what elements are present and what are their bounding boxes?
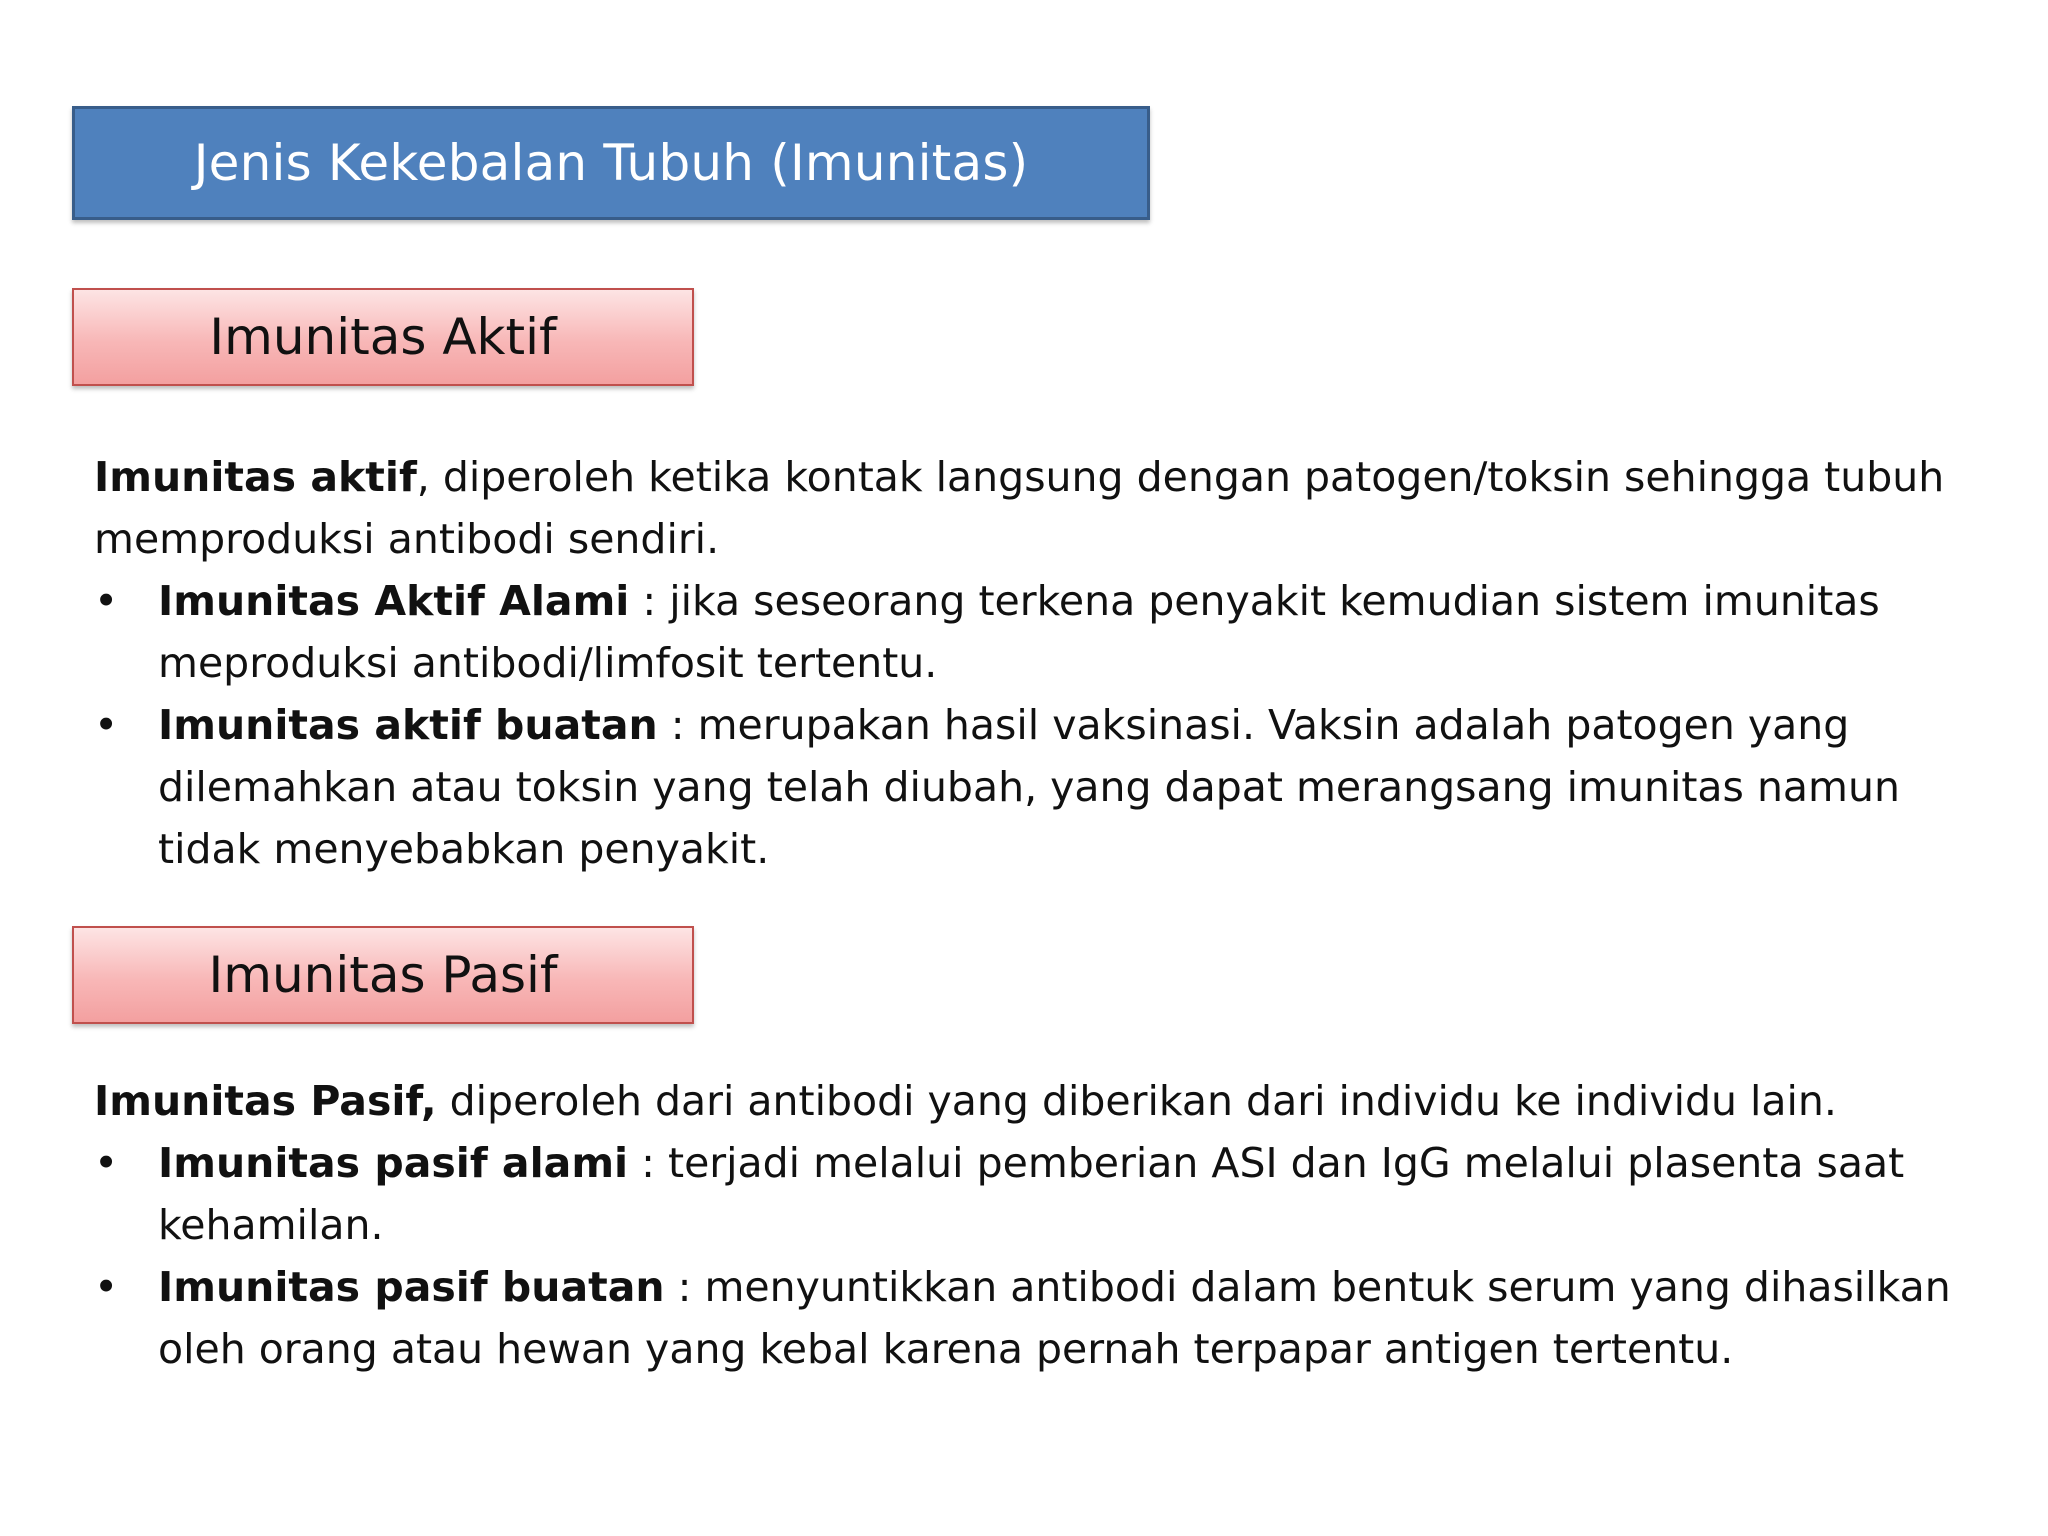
list-item <box>94 1256 1994 1380</box>
bullet-text: : menyuntikkan antibodi dalam bentuk serum yang dihasilkan oleh orang atau hewan yang kebal karena pernah terpapar antigen tertentu. <box>158 1263 1951 1373</box>
list-item <box>94 694 1994 880</box>
section-heading-aktif: Imunitas Aktif <box>209 308 557 366</box>
section-heading-box-pasif <box>72 926 694 1024</box>
section-body-pasif <box>94 1070 1994 1380</box>
bullet-term: Imunitas pasif buatan <box>158 1263 665 1311</box>
intro-text-pasif: diperoleh dari antibodi yang diberikan dari individu ke individu lain. <box>436 1077 1837 1125</box>
intro-term-aktif: Imunitas aktif <box>94 453 417 501</box>
intro-text-aktif: , diperoleh ketika kontak langsung dengan patogen/toksin sehingga tubuh memproduksi antibodi sendiri. <box>94 453 1945 563</box>
list-item <box>94 1132 1994 1256</box>
intro-term-pasif: Imunitas Pasif, <box>94 1077 437 1125</box>
bullet-text: : merupakan hasil vaksinasi. Vaksin adalah patogen yang dilemahkan atau toksin yang telah diubah, yang dapat merangsang imunitas namun tidak menyebabkan penyakit. <box>158 701 1900 873</box>
section-heading-box-aktif <box>72 288 694 386</box>
bullet-text: : jika seseorang terkena penyakit kemudian sistem imunitas meproduksi antibodi/limfosit tertentu. <box>158 577 1880 687</box>
slide-title-box <box>72 106 1150 220</box>
slide-title: Jenis Kekebalan Tubuh (Imunitas) <box>193 134 1029 192</box>
bullet-icon: • <box>94 577 119 625</box>
bullet-term: Imunitas aktif buatan <box>158 701 658 749</box>
bullet-icon: • <box>94 1139 119 1187</box>
section-body-aktif <box>94 446 1994 880</box>
bullet-text: : terjadi melalui pemberian ASI dan IgG melalui plasenta saat kehamilan. <box>158 1139 1905 1249</box>
bullet-term: Imunitas Aktif Alami <box>158 577 630 625</box>
bullet-icon: • <box>94 701 119 749</box>
intro-paragraph-aktif <box>94 446 1994 570</box>
bullet-icon: • <box>94 1263 119 1311</box>
list-item <box>94 570 1994 694</box>
intro-paragraph-pasif <box>94 1070 1994 1132</box>
bullet-term: Imunitas pasif alami <box>158 1139 629 1187</box>
section-heading-pasif: Imunitas Pasif <box>208 946 558 1004</box>
